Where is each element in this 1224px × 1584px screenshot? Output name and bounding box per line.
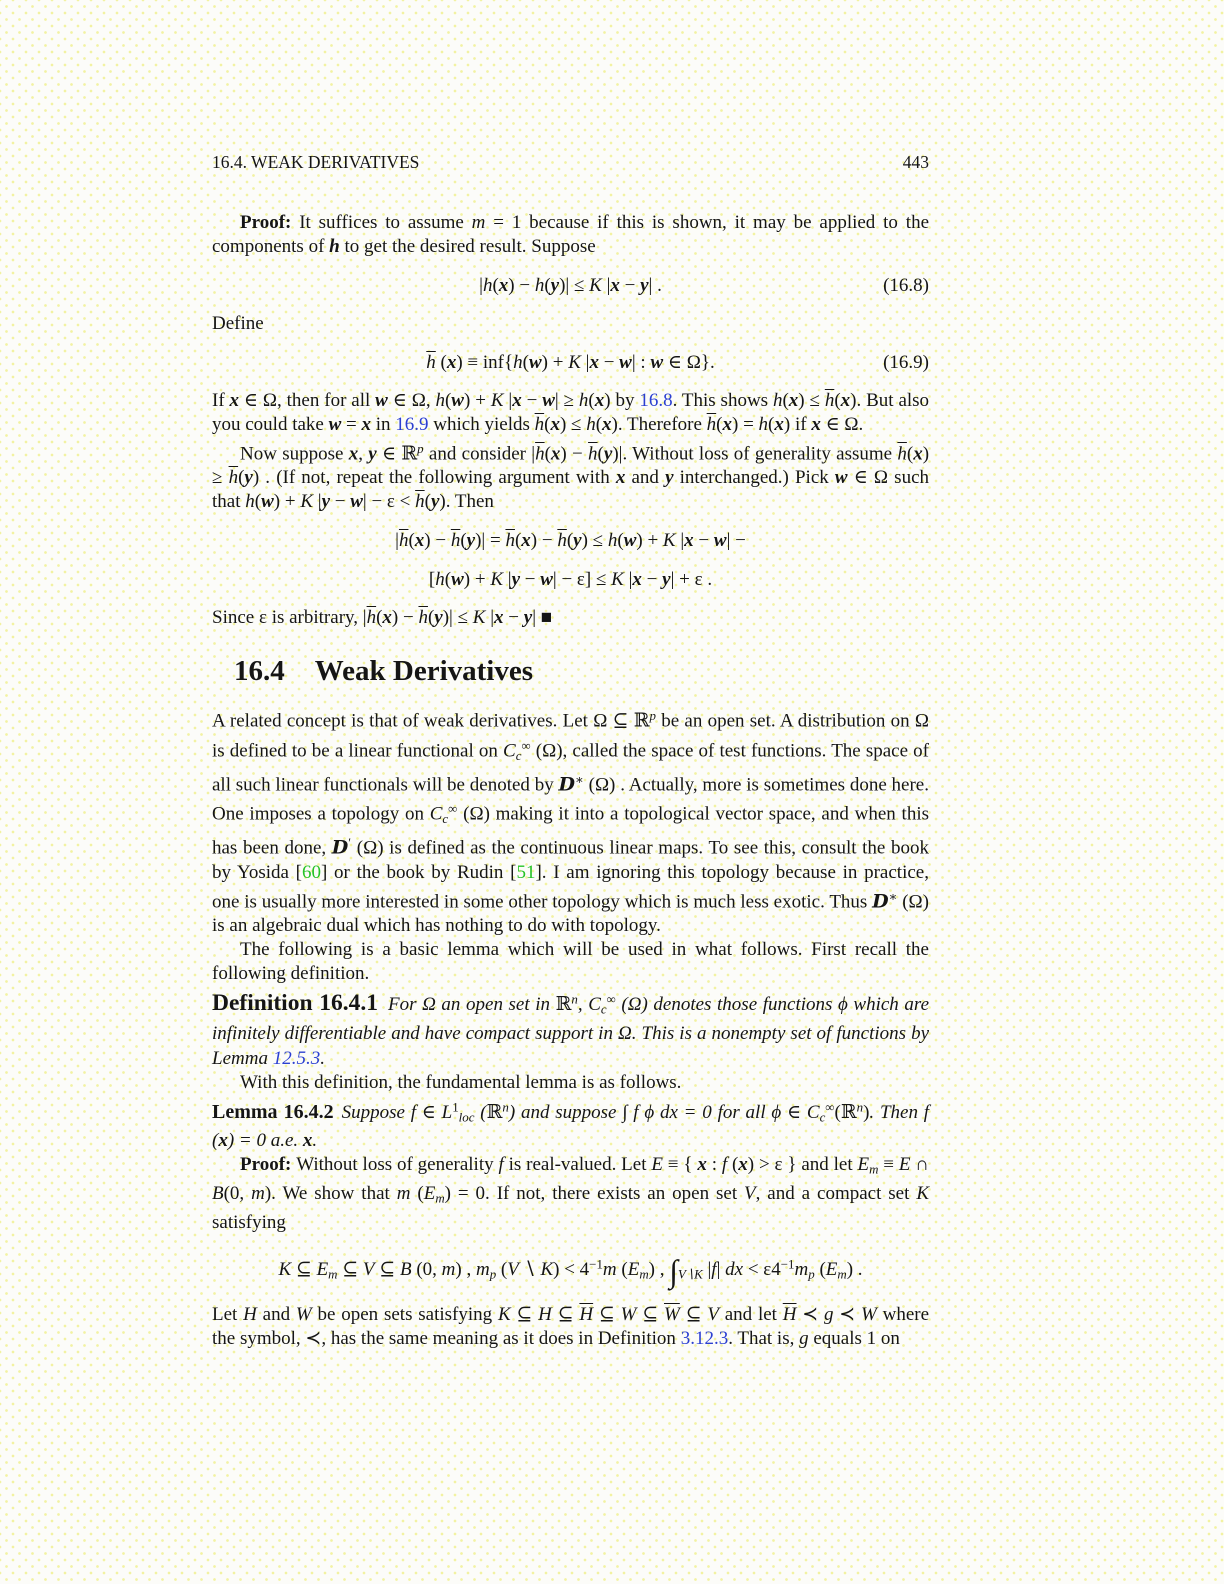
citation-link[interactable]: 51 [516,861,536,883]
define-line: Define [212,313,264,334]
paragraph-if-x: If x ∈ Ω, then for all w ∈ Ω, h(w) + K |x − w| ≥ h(x) by 16.8. This shows $h(x) \le \overline{h}(x)$. But also you could take w = x in 16.9 which yields $\overline{h}(x) \le h(x)$. Therefore $\overline{h}(x) = h(x)$ if x ∈ Ω. [212,390,930,435]
ref-link[interactable]: 16.9 [395,414,429,435]
equation-16-8-body: |h(x) − h(y)| ≤ K |x − y| . [479,275,662,296]
equation-16-9 [212,351,929,375]
paragraph-with-definition: With this definition, the fundamental lemma is as follows. [240,1072,682,1094]
section-number: 16.4 [234,655,285,688]
paragraph-proof-intro: Proof: It suffices to assume m = 1 because if this is shown, it may be applied to the components of h to get the desired result. Suppose [212,212,929,257]
section-title: Weak Derivatives [314,655,534,688]
definition-body: For Ω an open set in ℝ$^n$, Cc∞ (Ω) denotes those functions ϕ which are infinitely differentiable and have compact support in Ω. This is a nonempty set of functions by Lemma 12.5.3. [212,991,930,1070]
equation-display-b-body: [h(w) + K |y − w| − ε] ≤ K |x − y| + ε . [428,569,713,591]
equation-display-a-body: $|\overline{h}(x) - \overline{h}(y)| = \overline{h}(x) - \overline{h}(y) \le h(w) + K$ |x − w| − [395,530,746,552]
paragraph-related-concept: A related concept is that of weak derivatives. Let Ω ⊆ ℝ$^p$ be an open set. A distribution on Ω is defined to be a linear functional on Cc∞ (Ω), called the space of test functions. The space of all such linear functionals will be denoted by D∗ (Ω) . Actually, more is sometimes done here. One imposes a topology on Cc∞ (Ω) making it into a topological vector space, and when this has been done, D′ (Ω) is defined as the continuous linear maps. To see this, consult the book by Yosida [60] or the book by Rudin [51]. I am ignoring this topology because in practice, one is usually more interested in some other topology which is much less exotic. Thus D∗ (Ω) is an algebraic dual which has nothing to do with topology. [212,708,929,937]
equation-16-9-body: $\overline{h}$ (x) ≡ inf{h(w) + K |x − w| : w ∈ Ω}. [426,352,715,373]
paragraph-since-epsilon: Since ε is arbitrary, $|\overline{h}(x) - \overline{h}(y)| \le K$ |x − y| ■ [212,607,553,629]
paragraph-following-lemma: The following is a basic lemma which will be used in what follows. First recall the following definition. [212,939,929,985]
paragraph-now-suppose: Now suppose x, y ∈ ℝ$^p$ and consider $|\overline{h}(x) - \overline{h}(y)|$. Without loss of generality assume $\overline{h}(x) \ge \overline{h}(y)$ . (If not, repeat the following argument with x and y interchanged.) Pick w ∈ Ω such that h(w) + K $|y - w| - \varepsilon < \overline{h}(y)$. Then [212,441,930,513]
page-number: 443 [902,152,929,172]
lemma-head: Lemma 16.4.2 [212,1100,334,1123]
ref-link[interactable]: 3.12.3 [680,1327,729,1349]
paragraph-proof-lemma: Proof: Without loss of generality f is real-valued. Let E ≡ { x : f (x) > ε } and let Em ≡ E ∩ B(0, m). We show that m (Em) = 0. If not, there exists an open set V, and a compact set K satisfying [212,1154,930,1233]
ref-link[interactable]: 16.8 [639,390,673,411]
lemma-16-4-2 [212,1095,929,1153]
equation-display-b [212,568,929,592]
ref-link[interactable]: 12.5.3 [272,1048,321,1070]
section-heading [234,656,929,688]
running-header-section: 16.4. WEAK DERIVATIVES [212,152,420,172]
citation-link[interactable]: 60 [301,861,321,883]
equation-16-8-tag: (16.8) [883,275,929,296]
text-column [212,0,929,1351]
lemma-body: Suppose f ∈ $L^1loc$ (ℝ$^n$) and suppose ∫ f ϕ dx = 0 for all ϕ ∈ Cc∞(ℝ$^n$). Then f (x) = 0 a.e. x. [212,1099,930,1152]
equation-16-8 [212,274,929,298]
equation-16-9-tag: (16.9) [883,352,929,373]
definition-16-4-1 [212,986,929,1071]
running-header [212,150,929,174]
equation-display-a [212,529,929,553]
equation-display-c-body: K ⊆ Em ⊆ V ⊆ B (0, m) , mp (V ∖ $K) < 4^{-1}m$ (Em) , ∫V∖K |f| dx < $\varepsilon 4^{-1}mp$ (Em) . [278,1253,863,1290]
equation-display-c [212,1253,929,1290]
definition-head: Definition 16.4.1 [212,989,378,1016]
paragraph-let-h-w: Let H and W be open sets satisfying K ⊆ H ⊆ $\overline{H}$ ⊆ W ⊆ $\overline{W}$ ⊆ V and let $\overline{H}$ ≺ g ≺ W where the symbol, ≺, has the same meaning as it does in Definition 3.12.3. That is, g equals 1 on [212,1303,930,1349]
